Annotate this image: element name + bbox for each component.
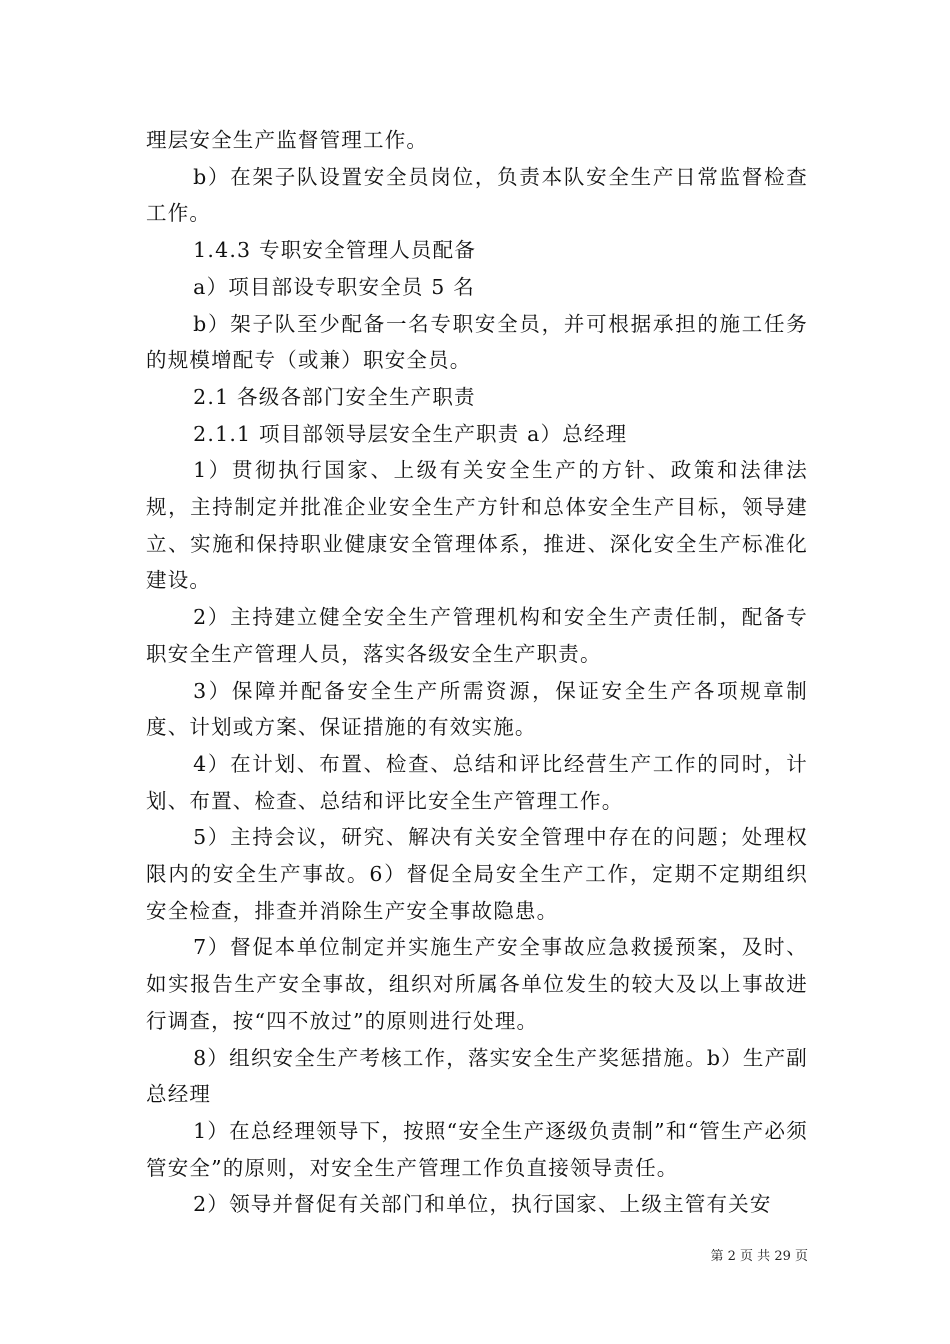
section-heading: 2.1.1 项目部领导层安全生产职责 a）总经理 (193, 421, 628, 446)
paragraph: 2）领导并督促有关部门和单位，执行国家、上级主管有关安 (193, 1192, 772, 1217)
paragraph: 理层安全生产监督管理工作。 (146, 128, 429, 152)
paragraph: 7）督促本单位制定并实施生产安全事故应急救援预案，及时、如实报告生产安全事故，组织对所属各单位发生的较大及以上事故进行调查，按“四不放过”的原则进行处理。 (146, 935, 808, 1033)
paragraph: 1）在总经理领导下，按照“安全生产逐级负责制”和“管生产必须管安全”的原则，对安全生产管理工作负直接领导责任。 (146, 1118, 808, 1180)
paragraph: 8）组织安全生产考核工作，落实安全生产奖惩措施。b）生产副总经理 (146, 1045, 808, 1107)
section-heading: 2.1 各级各部门安全生产职责 (193, 384, 476, 409)
page-number-footer: 第 2 页 共 29 页 (710, 1249, 808, 1264)
paragraph: a）项目部设专职安全员 5 名 (193, 274, 475, 299)
section-heading: 1.4.3 专职安全管理人员配备 (193, 238, 477, 263)
document-body (146, 122, 808, 1223)
paragraph: 1）贯彻执行国家、上级有关安全生产的方针、政策和法律法规，主持制定并批准企业安全生产方针和总体安全生产目标，领导建立、实施和保持职业健康安全管理体系，推进、深化安全生产标准化建设。 (146, 458, 808, 593)
paragraph: b）在架子队设置安全员岗位，负责本队安全生产日常监督检查工作。 (146, 164, 808, 226)
paragraph: 2）主持建立健全安全生产管理机构和安全生产责任制，配备专职安全生产管理人员，落实各级安全生产职责。 (146, 605, 808, 666)
paragraph: 3）保障并配备安全生产所需资源，保证安全生产各项规章制度、计划或方案、保证措施的有效实施。 (146, 678, 808, 740)
paragraph: b）架子队至少配备一名专职安全员，并可根据承担的施工任务的规模增配专（或兼）职安全员。 (146, 311, 808, 373)
paragraph: 5）主持会议，研究、解决有关安全管理中存在的问题；处理权限内的安全生产事故。6）督促全局安全生产工作，定期不定期组织安全检查，排查并消除生产安全事故隐患。 (146, 825, 808, 923)
paragraph: 4）在计划、布置、检查、总结和评比经营生产工作的同时，计划、布置、检查、总结和评比安全生产管理工作。 (146, 751, 808, 813)
